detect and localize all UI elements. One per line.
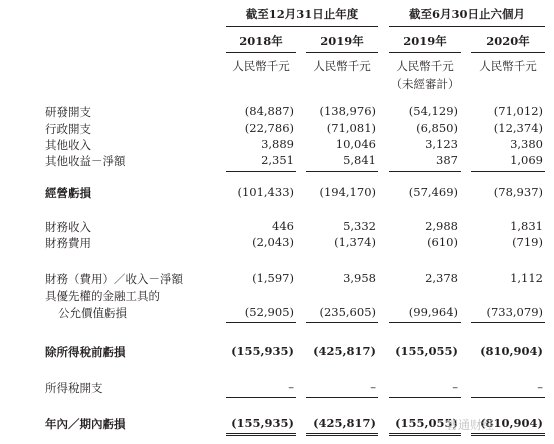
cell-operating-loss-2019h1: (57,469): [408, 185, 458, 199]
cell-income-tax-2018: –: [288, 380, 294, 394]
cell-finance-income-2020h1: 1,831: [510, 219, 543, 233]
row-label-other-income: 其他收入: [45, 138, 91, 152]
cell-net-finance-2020h1: 1,112: [510, 271, 543, 285]
header-group-halfyear-rule: [389, 26, 545, 27]
net-rule-2: [306, 397, 378, 398]
cell-other-income-2019: 10,046: [335, 137, 376, 151]
total-double-rule-3: [389, 433, 461, 436]
cell-income-tax-2019h1: –: [452, 380, 458, 394]
cell-fair-value-loss-2019: (235,605): [319, 305, 376, 319]
cell-finance-costs-2018: (2,043): [252, 235, 294, 249]
row-label-net-finance: 財務（費用）／收入－淨額: [45, 272, 183, 286]
header-group-annual-rule: [226, 26, 378, 27]
row-label-admin: 行政開支: [45, 122, 91, 136]
pretax-rule-4: [471, 322, 545, 323]
year-rule-4: [471, 52, 545, 53]
cell-other-gains-2019: 5,841: [343, 153, 376, 167]
cell-loss-before-tax-2019h1: (155,055): [395, 344, 458, 358]
cell-net-finance-2019: 3,958: [343, 271, 376, 285]
pretax-rule-2: [306, 322, 378, 323]
total-double-rule-2: [306, 433, 378, 436]
year-rule-3: [389, 52, 461, 53]
cell-other-gains-2020h1: 1,069: [510, 153, 543, 167]
cell-other-income-2018: 3,889: [261, 137, 294, 151]
cell-finance-costs-2020h1: (719): [512, 235, 543, 249]
unit-2: 人民幣千元: [313, 59, 371, 73]
row-label-rnd: 研發開支: [45, 105, 91, 119]
cell-loss-before-tax-2020h1: (810,904): [480, 344, 543, 358]
year-2018: 2018年: [239, 34, 283, 48]
cell-net-finance-2019h1: 2,378: [425, 271, 458, 285]
cell-loss-before-tax-2018: (155,935): [231, 344, 294, 358]
cell-other-income-2019h1: 3,123: [425, 137, 458, 151]
cell-finance-costs-2019: (1,374): [334, 235, 376, 249]
cell-finance-costs-2019h1: (610): [427, 235, 458, 249]
cell-admin-2019: (71,081): [326, 121, 376, 135]
unit-4: 人民幣千元: [479, 59, 537, 73]
cell-loss-for-period-2019h1: (155,055): [395, 416, 458, 430]
net-rule-4: [471, 397, 545, 398]
cell-finance-income-2018: 446: [272, 219, 294, 233]
row-label-loss-before-tax: 除所得稅前虧損: [45, 345, 126, 359]
header-group-annual: 截至12月31日止年度: [245, 7, 359, 21]
cell-rnd-2019: (138,976): [319, 104, 376, 118]
subtotal-rule-1: [226, 171, 296, 172]
cell-admin-2020h1: (12,374): [493, 121, 543, 135]
year-rule-2: [306, 52, 378, 53]
row-label-other-gains: 其他收益－淨額: [45, 154, 126, 168]
cell-net-finance-2018: (1,597): [252, 271, 294, 285]
cell-admin-2019h1: (6,850): [416, 121, 458, 135]
watermark: 智通财经: [446, 418, 495, 432]
subtotal-rule-4: [471, 171, 545, 172]
cell-finance-income-2019h1: 2,988: [425, 219, 458, 233]
row-label-finance-costs: 財務費用: [45, 236, 91, 250]
total-double-rule-1: [226, 433, 296, 436]
year-2019-h1: 2019年: [403, 34, 447, 48]
cell-rnd-2018: (84,887): [244, 104, 294, 118]
row-label-fair-value-loss: 公允價值虧損: [58, 306, 127, 320]
net-rule-3: [389, 397, 461, 398]
total-double-rule-4: [471, 433, 545, 436]
cell-operating-loss-2018: (101,433): [237, 185, 294, 199]
pretax-rule-3: [389, 322, 461, 323]
cell-rnd-2020h1: (71,012): [493, 104, 543, 118]
unit-1: 人民幣千元: [232, 59, 290, 73]
cell-loss-before-tax-2019: (425,817): [313, 344, 376, 358]
cell-loss-for-period-2019: (425,817): [313, 416, 376, 430]
row-label-finance-income: 財務收入: [45, 220, 91, 234]
cell-other-gains-2019h1: 387: [436, 153, 458, 167]
unaudited-note: （未經審計）: [390, 77, 460, 91]
cell-finance-income-2019: 5,332: [343, 219, 376, 233]
row-label-preferred-instruments: 具優先權的金融工具的: [45, 289, 160, 303]
cell-income-tax-2020h1: –: [537, 380, 543, 394]
cell-fair-value-loss-2020h1: (733,079): [486, 305, 543, 319]
cell-rnd-2019h1: (54,129): [408, 104, 458, 118]
year-2020-h1: 2020年: [486, 34, 530, 48]
cell-admin-2018: (22,786): [244, 121, 294, 135]
cell-loss-for-period-2018: (155,935): [231, 416, 294, 430]
cell-operating-loss-2020h1: (78,937): [493, 185, 543, 199]
cell-loss-for-period-2020h1: (810,904): [480, 416, 543, 430]
year-2019: 2019年: [320, 34, 364, 48]
subtotal-rule-3: [389, 171, 461, 172]
cell-fair-value-loss-2019h1: (99,964): [408, 305, 458, 319]
cell-operating-loss-2019: (194,170): [319, 185, 376, 199]
net-rule-1: [226, 397, 296, 398]
cell-other-gains-2018: 2,351: [261, 153, 294, 167]
header-group-halfyear: 截至6月30日止六個月: [408, 7, 525, 21]
cell-income-tax-2019: –: [370, 380, 376, 394]
subtotal-rule-2: [306, 171, 378, 172]
unit-3: 人民幣千元: [396, 59, 454, 73]
year-rule-1: [226, 52, 296, 53]
row-label-operating-loss: 經營虧損: [45, 186, 91, 200]
cell-other-income-2020h1: 3,380: [510, 137, 543, 151]
row-label-income-tax: 所得稅開支: [45, 381, 103, 395]
cell-fair-value-loss-2018: (52,905): [244, 305, 294, 319]
row-label-loss-for-period: 年內／期內虧損: [45, 417, 126, 431]
pretax-rule-1: [226, 322, 296, 323]
